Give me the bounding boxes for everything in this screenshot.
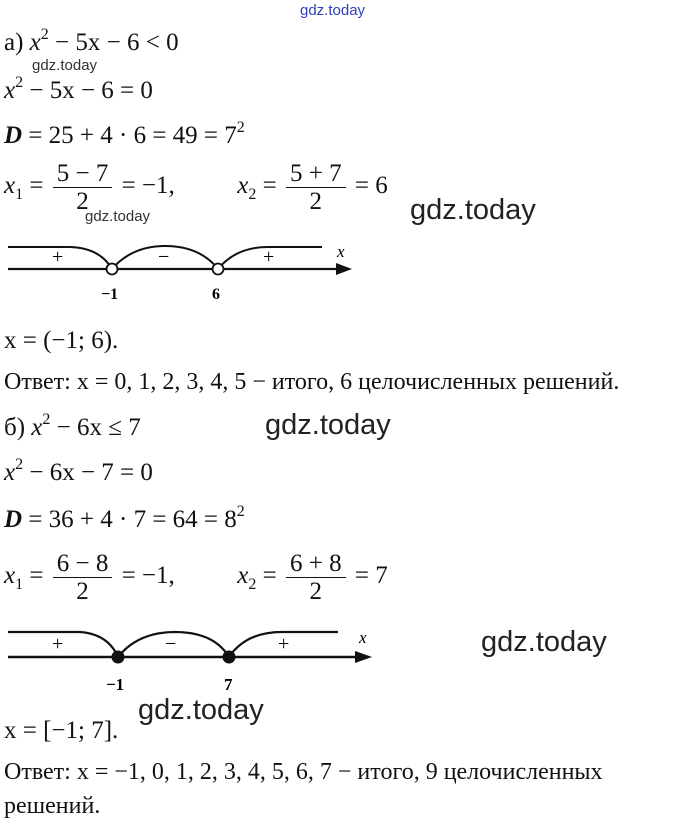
sign-3: + [263,246,275,268]
x1-numerator: 5 − 7 [53,160,113,188]
exp: 2 [15,456,24,473]
part-b-equation: $x^2 - 6x - 7 = 0$ [4,456,153,486]
part-a-answer: Ответ: x = 0, 1, 2, 3, 4, 5 − итого, 6 целочисленных решений. [4,369,620,395]
part-a-ineq-tail: − 5x − 6 < 0 [55,29,179,56]
x1-sub: 1 [15,576,24,594]
watermark-small: gdz.today [32,57,98,74]
x1-denominator: 2 [76,188,89,215]
part-a-marker: а) [4,29,24,56]
axis-arrow [355,651,372,663]
x1-eq: = [29,172,44,200]
x1-numerator: 6 − 8 [53,550,113,578]
x2-result: = 6 [354,172,388,200]
part-b-answer-line1: Ответ: x = −1, 0, 1, 2, 3, 4, 5, 6, 7 − итого, 9 целочисленных [4,759,603,785]
x2-eq: = [262,562,277,590]
x2-denominator: 2 [309,188,323,215]
x2-sub: 2 [248,576,257,594]
part-b-answer-line2: решений. [4,793,101,819]
part-b-solution: x = [−1; 7]. [4,717,119,744]
axis-var: x [359,628,367,647]
watermark-top: gdz.today [300,2,366,19]
sign-3: + [278,633,290,655]
disc-body: = 25 + 4 · 6 = 49 = 7 [28,122,237,149]
x1-fraction [53,160,113,215]
part-b-discriminant [4,505,245,535]
point-2 [223,651,235,663]
part-b-eq-tail: − 6x − 7 = 0 [29,459,153,486]
exp: 2 [15,74,24,91]
sign-2: − [158,246,170,268]
part-b-inequality: б) $x^2 - 6x \le 7$ [4,411,141,441]
disc-label: D [4,506,23,533]
point-2-label: 6 [212,286,220,303]
watermark-large-1: gdz.today [410,194,536,226]
x2-fraction [286,550,346,605]
x2-fraction [286,160,346,215]
point-2 [213,264,224,275]
number-line-b [0,626,688,696]
x2-denominator: 2 [309,578,323,605]
x2-numerator: 5 + 7 [286,160,346,188]
watermark-small-2: gdz.today [85,208,151,225]
part-b-marker: б) [4,414,26,441]
x1-label: x [4,172,16,200]
point-2-label: 7 [224,675,233,694]
point-1-label: −1 [101,286,119,303]
x2-eq: = [262,172,277,200]
exp: 2 [42,411,51,428]
x1-fraction [53,550,113,605]
x1-result: = −1, [121,562,175,590]
x2-result: = 7 [354,562,388,590]
x1-sub: 1 [15,186,24,204]
x1-eq: = [29,562,44,590]
x1-denominator: 2 [76,578,89,605]
part-b-roots [4,550,388,605]
point-1-label: −1 [106,675,125,694]
x2-label: x [237,562,249,590]
x2-label: x [237,172,249,200]
part-a-equation: $x^2 - 5x - 6 = 0$ [4,74,153,104]
watermark-large-2: gdz.today [265,409,391,441]
part-a-eq-tail: − 5x − 6 = 0 [29,77,153,104]
sign-1: + [52,633,64,655]
disc-exp: 2 [236,119,245,136]
point-1 [107,264,118,275]
part-a-solution: x = (−1; 6). [4,327,119,354]
point-1 [112,651,124,663]
x2-numerator: 6 + 8 [286,550,346,578]
part-b-ineq-tail: − 6x ≤ 7 [56,414,141,441]
sign-1: + [52,246,64,268]
x1-result: = −1, [121,172,175,200]
watermark-large-3: gdz.today [481,626,607,658]
x1-label: x [4,562,16,590]
x2-sub: 2 [248,186,257,204]
part-a-discriminant [4,121,245,151]
part-a-inequality: а) $x^2 - 5x - 6 < 0$ [4,26,179,56]
axis-var: x [337,242,345,261]
axis-arrow [336,263,352,275]
disc-exp: 2 [236,503,245,520]
sign-2: − [165,633,177,655]
number-line-a [0,238,688,308]
disc-body: = 36 + 4 · 7 = 64 = 8 [28,506,237,533]
exp: 2 [40,26,49,43]
disc-label: D [4,122,23,149]
part-a-roots [4,160,388,215]
watermark-large-4: gdz.today [138,694,264,726]
